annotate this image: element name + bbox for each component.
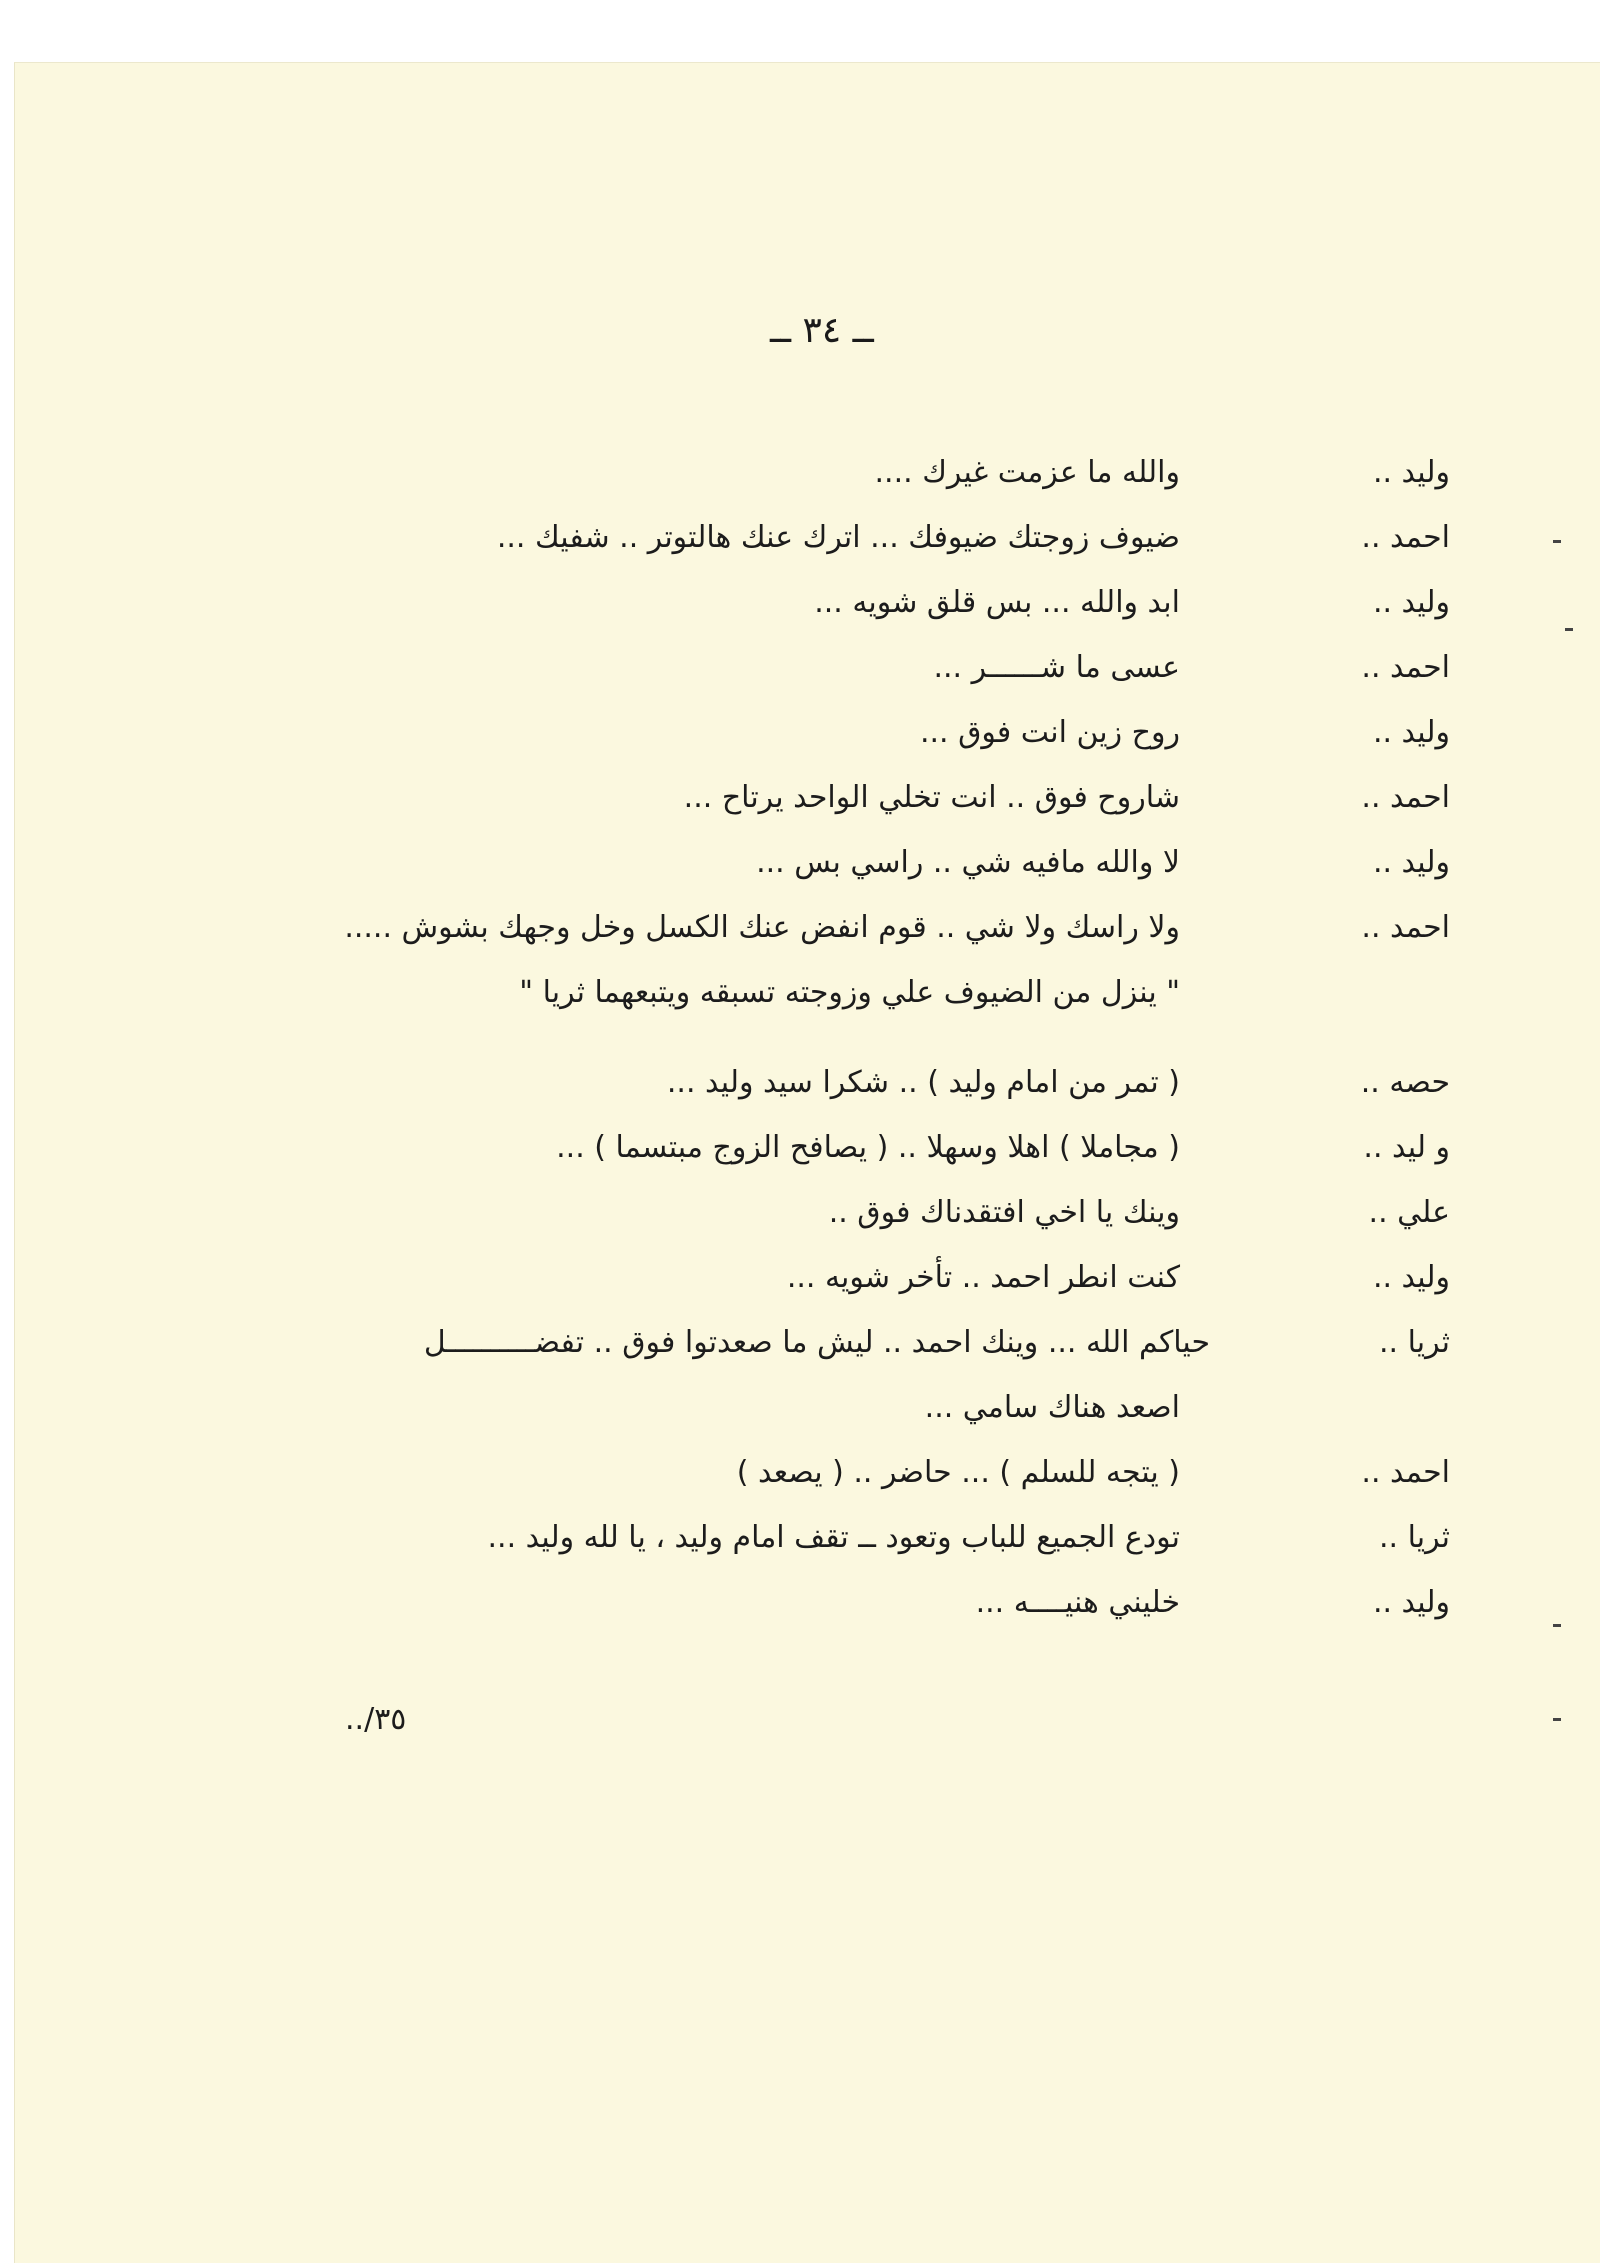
script-row bbox=[0, 780, 1600, 844]
dialogue-line: والله ما عزمت غيرك .... bbox=[874, 455, 1180, 490]
speaker-name: ثريا .. bbox=[1378, 1520, 1450, 1555]
script-row bbox=[0, 845, 1600, 909]
script-row bbox=[0, 1585, 1600, 1649]
dialogue-line: ( مجاملا ) اهلا وسهلا .. ( يصافح الزوج مبتسما ) ... bbox=[556, 1130, 1180, 1165]
dialogue-line: عسى ما شــــــر ... bbox=[933, 650, 1180, 685]
dialogue-line: وينك يا اخي افتقدناك فوق .. bbox=[828, 1195, 1180, 1230]
stage-direction: " ينزل من الضيوف علي وزوجته تسبقه ويتبعهما ثريا " bbox=[519, 975, 1180, 1010]
margin-mark bbox=[1565, 628, 1573, 631]
script-row bbox=[0, 1325, 1600, 1389]
speaker-name: وليد .. bbox=[1372, 1260, 1450, 1295]
script-row bbox=[0, 1065, 1600, 1129]
speaker-name: حصه .. bbox=[1360, 1065, 1450, 1100]
speaker-name: احمد .. bbox=[1361, 650, 1450, 685]
script-row bbox=[0, 585, 1600, 649]
dialogue-line: اصعد هناك سامي ... bbox=[924, 1390, 1180, 1425]
script-row bbox=[0, 520, 1600, 584]
continuation-marker: ٣٥/.. bbox=[345, 1702, 407, 1737]
speaker-name: احمد .. bbox=[1361, 1455, 1450, 1490]
dialogue-line: روح زين انت فوق ... bbox=[919, 715, 1180, 750]
dialogue-line: ابد والله ... بس قلق شويه ... bbox=[814, 585, 1180, 620]
script-row bbox=[0, 1130, 1600, 1194]
script-row bbox=[0, 650, 1600, 714]
speaker-name: وليد .. bbox=[1372, 585, 1450, 620]
dialogue-line: لا والله مافيه شي .. راسي بس ... bbox=[756, 845, 1180, 880]
margin-mark bbox=[1553, 540, 1561, 543]
dialogue-line: تودع الجميع للباب وتعود ــ تقف امام وليد ، يا لله وليد ... bbox=[487, 1520, 1180, 1555]
dialogue-line: كنت انطر احمد .. تأخر شويه ... bbox=[786, 1260, 1180, 1295]
speaker-name: احمد .. bbox=[1361, 780, 1450, 815]
script-row bbox=[0, 715, 1600, 779]
dialogue-line: ولا راسك ولا شي .. قوم انفض عنك الكسل وخل وجهك بشوش ..... bbox=[344, 910, 1180, 945]
script-row bbox=[0, 1260, 1600, 1324]
script-row bbox=[0, 1390, 1600, 1454]
speaker-name: وليد .. bbox=[1372, 455, 1450, 490]
dialogue-line: خليني هنيــــه ... bbox=[975, 1585, 1180, 1620]
speaker-name: وليد .. bbox=[1372, 1585, 1450, 1620]
speaker-name: علي .. bbox=[1368, 1195, 1450, 1230]
speaker-name: وليد .. bbox=[1372, 715, 1450, 750]
script-row bbox=[0, 1455, 1600, 1519]
margin-mark bbox=[1553, 1624, 1561, 1627]
dialogue-line: ( يتجه للسلم ) ... حاضر .. ( يصعد ) bbox=[736, 1455, 1180, 1490]
speaker-name: احمد .. bbox=[1361, 520, 1450, 555]
script-row bbox=[0, 910, 1600, 974]
margin-mark bbox=[1553, 1718, 1561, 1721]
script-row bbox=[0, 455, 1600, 519]
script-row bbox=[0, 1520, 1600, 1584]
dialogue-line: حياكم الله ... وينك احمد .. ليش ما صعدتوا فوق .. تفضــــــــــل bbox=[423, 1325, 1210, 1360]
dialogue-line: شاروح فوق .. انت تخلي الواحد يرتاح ... bbox=[683, 780, 1180, 815]
page-number: ــ ٣٤ ــ bbox=[770, 310, 874, 351]
speaker-name: احمد .. bbox=[1361, 910, 1450, 945]
speaker-name: ثريا .. bbox=[1378, 1325, 1450, 1360]
dialogue-line: ضيوف زوجتك ضيوفك ... اترك عنك هالتوتر .. شفيك ... bbox=[496, 520, 1180, 555]
speaker-name: وليد .. bbox=[1372, 845, 1450, 880]
script-row bbox=[0, 1195, 1600, 1259]
dialogue-line: ( تمر من امام وليد ) .. شكرا سيد وليد ... bbox=[666, 1065, 1180, 1100]
stage-direction-row bbox=[0, 975, 1600, 1039]
speaker-name: و ليد .. bbox=[1363, 1130, 1450, 1165]
